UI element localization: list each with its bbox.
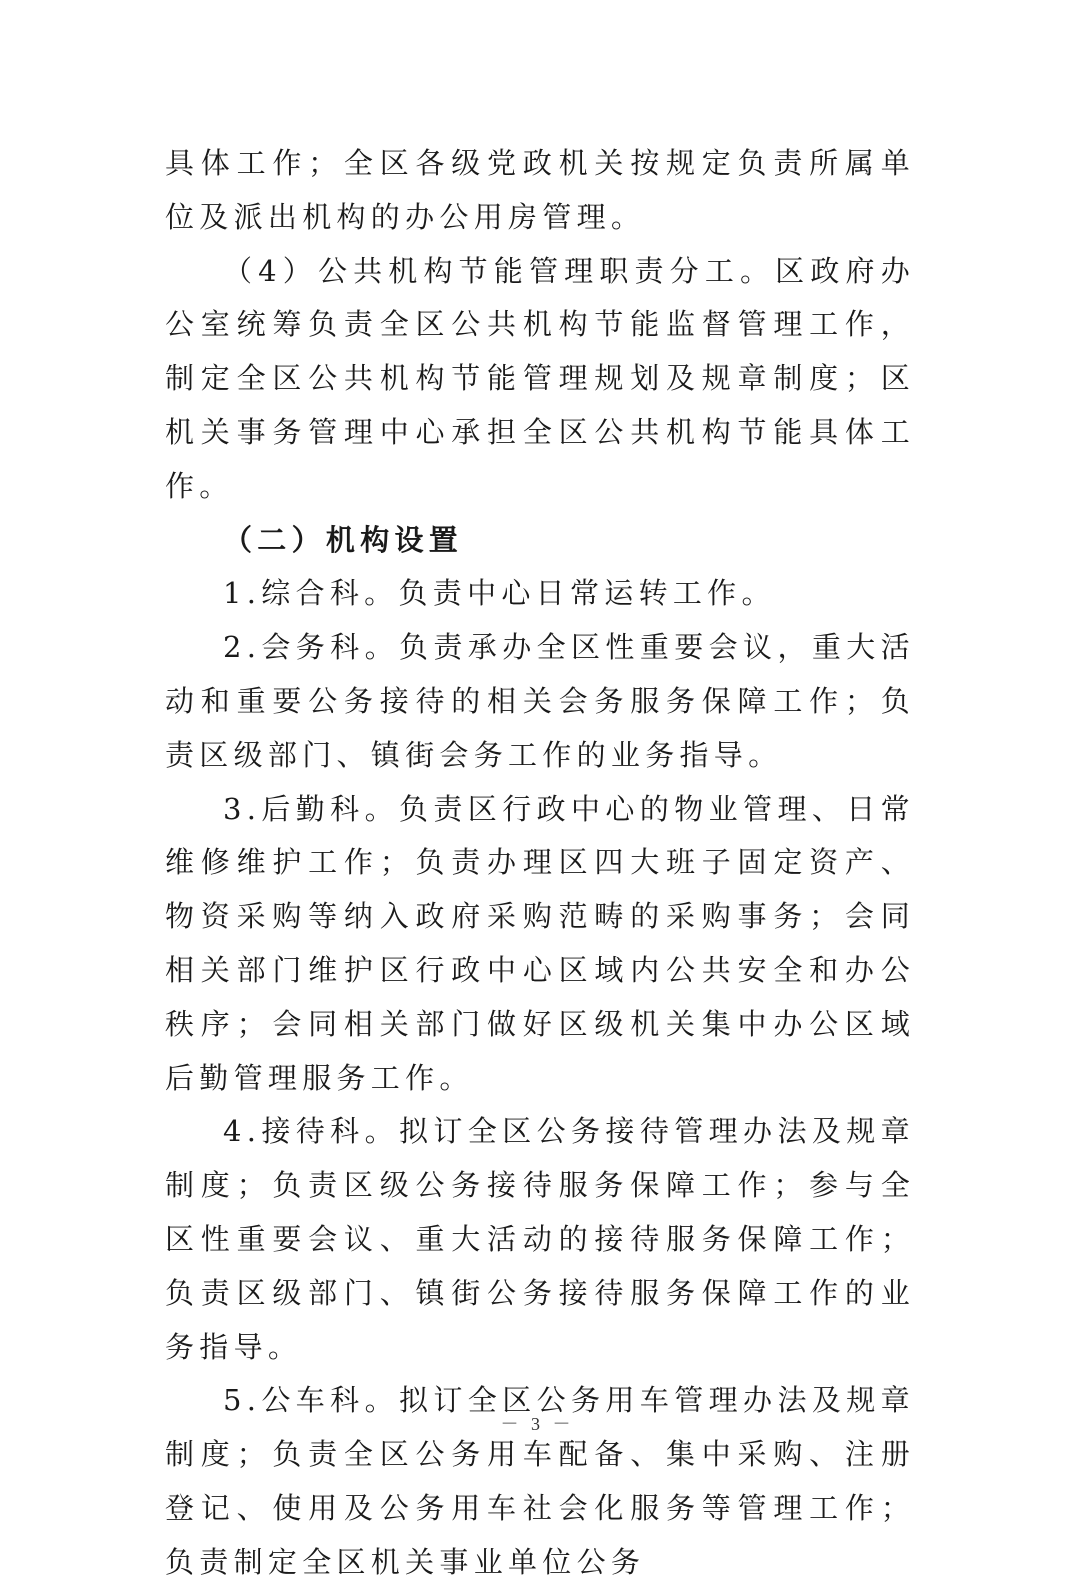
paragraph-energy-management: （4）公共机构节能管理职责分工。区政府办公室统筹负责全区公共机构节能监督管理工作，制定全区公共机构节能管理规划及规章制度；区机关事务管理中心承担全区公共机构节能具体工作。: [165, 253, 915, 503]
paragraph-meeting-section: 2.会务科。负责承办全区性重要会议，重大活动和重要公务接待的相关会务服务保障工作；负责区级部门、镇街会务工作的业务指导。: [165, 630, 915, 772]
paragraph-reception-section: 4.接待科。拟订全区公务接待管理办法及规章制度；负责区级公务接待服务保障工作；参与全区性重要会议、重大活动的接待服务保障工作；负责区级部门、镇街公务接待服务保障工作的业务指导。: [165, 1114, 915, 1364]
paragraph-office-space-continued: 具体工作；全区各级党政机关按规定负责所属单位及派出机构的办公用房管理。: [165, 146, 915, 234]
paragraph-vehicle-section: 5.公车科。拟订全区公务用车管理办法及规章制度；负责全区公务用车配备、集中采购、注册登记、使用及公务用车社会化服务等管理工作；负责制定全区机关事业单位公务: [165, 1383, 915, 1579]
paragraph-general-section: 1.综合科。负责中心日常运转工作。: [223, 576, 776, 611]
document-body: [165, 137, 915, 1590]
paragraph-logistics-section: 3.后勤科。负责区行政中心的物业管理、日常维修维护工作；负责办理区四大班子固定资产、物资采购等纳入政府采购范畴的采购事务；会同相关部门维护区行政中心区域内公共安全和办公秩序；会同相关部门做好区级机关集中办公区域后勤管理服务工作。: [165, 791, 915, 1095]
section-heading-institution-setup: （二）机构设置: [223, 522, 464, 557]
page-number: － 3 －: [500, 1414, 575, 1434]
